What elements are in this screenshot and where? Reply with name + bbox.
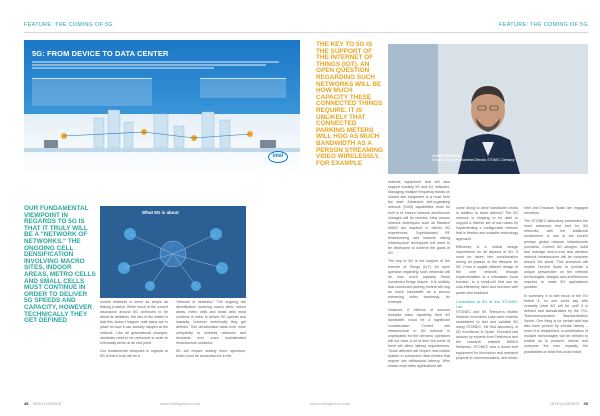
page-number: 39 bbox=[583, 401, 588, 406]
caption-title: Network Equipment Business Director, STONEC Germany bbox=[432, 158, 515, 162]
body-column-2 bbox=[456, 206, 518, 364]
diagram-graphic bbox=[100, 206, 246, 298]
paragraph: Efficiency is a critical design requirement for all aspects of 5G. It must be taken into consideration during all phases of the lifecycle for 5G. From a capital efficient design of the core network, through implementation of a virtualised cloud function, to a small-cell that can be cost-effectively sited and serviced with power and backhaul. bbox=[456, 244, 518, 295]
paragraph: However, if millions of sensors included video capability then 5G bandwidth could be a significant consideration. Current site infrastructure in 5G network is unprepared for the demand; operators will not have a lot of time but some of them will affect latency requirements. Those affected will require new mobile system in connected data centres that require low millisecond latency. Who knows what other applications will bbox=[388, 308, 450, 369]
website-link[interactable]: www.intelligentcio.com bbox=[160, 401, 201, 406]
intel-logo: intel bbox=[268, 151, 288, 163]
paragraph: The STONEC laboratory constitutes the most advanced test bed for 5G networks, with the additional involvement of one of the world's primary global network infrastructure providers. Current 5G designs, build and manage end-to-end and wireless network infrastructure will be complete around the world. This knowhow will enable Current Spain to provide a unique perspective on the network technologies, designs and architectures required to make 5G applications possible. bbox=[524, 219, 588, 290]
paragraph: mobile networks is never as simple as flicking a switch. While much of the current discussion around 5G continues to be about its definition, the fact of the matter is that this doesn't happen until plans are in place for how it can actually happen at the network. Like all generational changes, obstacles need to be overcome in order to eventually arrive at an end point. bbox=[100, 300, 168, 345]
magazine-name: INTELLIGENCE bbox=[550, 401, 580, 406]
body-column-1 bbox=[388, 180, 450, 372]
page-number: 38 bbox=[24, 401, 29, 406]
magazine-name: INTELLIGENCE bbox=[32, 401, 62, 406]
paragraph: In summary, it is with much of the G's before it, no one could say with certainty what 5G will be until it is defined and standardised by the ITU-Telecommunication Standardization Sector. One thing is for certain and has also been proven by cellular history – when it is established, a combination of multiple technologies will be needed to enable us to produce, deliver and consume the new capacity the possibilities of what this could entail. bbox=[524, 293, 588, 354]
infographic-title: 5G: FROM DEVICE TO DATA CENTER bbox=[32, 49, 169, 58]
body-column-3 bbox=[524, 206, 588, 358]
page-footer bbox=[551, 401, 588, 406]
paragraph: The key to 5G is the support of the Internet of Things (IoT). An open question regarding such networks will be how much capacity these connected things require. It is unlikely that connected parking meters will hog as much bandwidth as a person streaming video wirelessly, for example. bbox=[388, 259, 450, 305]
pull-quote: OUR FUNDAMENTAL VIEWPOINT IN REGARDS TO 5G IS THAT IT TRULY WILL BE A "NETWORK OF NETWORKS." THE ONGOING CELL DENSIFICATION INVOLVING MACRO SITES, INDOOR AREAS, METRO CELLS AND SMALL CELLS MUST CONTINUE IN ORDER TO DELIVER 5G SPEEDS AND CAPACITY, HOWEVER TECHNICALLY THEY GET DEFINED bbox=[24, 205, 96, 325]
section-label: FEATURE: THE COMING OF 5G bbox=[24, 22, 113, 28]
subheading: Committed to 5G at the STONEC Lab bbox=[456, 298, 518, 309]
footer-url bbox=[310, 401, 350, 406]
body-column-2 bbox=[176, 300, 246, 362]
paragraph: 5G will require adding more spectrum, which must be accounted for in the bbox=[176, 348, 246, 358]
paragraph: Our fundamental viewpoint in regards to 5G is that it truly will be a bbox=[100, 348, 168, 358]
website-link[interactable]: www.intelligentcio.com bbox=[310, 401, 351, 406]
section-label: FEATURE: THE COMING OF 5G bbox=[499, 22, 588, 28]
infographic bbox=[24, 40, 300, 175]
paragraph: network equipment that will also support existing 3G and 4G networks. Managing multiple frequency bands on shared site equipment is a must from the start. Advanced self-organising network (SON) capabilities must be built in to ensure network architecture changes will be needed. New access network techniques such as Massive MIMO are required to deliver 5G experiences. Sophisticated RF beamforming and network slicing infrastructure techniques will need to be developed to achieve the goals of 5G. bbox=[388, 180, 450, 256]
header-rule bbox=[300, 32, 588, 33]
paragraph: "network of networks." The ongoing cell densification involving macro sites, indoor areas, metro cells and small cells must continue in order to deliver 5G speeds and capacity, however technically they get defined. This densification adds ever more complexity to wireless networks and demands ever more sophisticated infrastructure solutions. bbox=[176, 300, 246, 345]
footer-url bbox=[160, 401, 200, 406]
infographic-illustration bbox=[24, 40, 300, 175]
what-5g-is-about-diagram bbox=[100, 206, 246, 298]
header-rule bbox=[24, 32, 300, 33]
right-page bbox=[300, 0, 600, 416]
page-footer bbox=[24, 401, 61, 406]
photo-caption bbox=[432, 154, 515, 162]
body-column-1 bbox=[100, 300, 168, 362]
caption-name: JOSEP MIRANDA bbox=[432, 154, 461, 158]
pull-quote: THE KEY TO 5G IS THE SUPPORT OF THE INTERNET OF THINGS (IOT). AN OPEN QUESTION REGARDING SUCH NETWORKS WILL BE HOW MUCH CAPACITY THESE CONNECTED THINGS REQUIRE. IT IS UNLIKELY THAT CONNECTED PARKING METERS WILL HOG AS MUCH BANDWIDTH AS A PERSON STREAMING VIDEO WIRELESSLY, FOR EXAMPLE bbox=[316, 41, 384, 167]
diagram-title: What 5G is about bbox=[142, 210, 179, 215]
paragraph: Intel and Ericsson Spain are engaged members. bbox=[524, 206, 588, 216]
paragraph: come along to drive bandwidth needs in addition to lower latency? The 5G network is shaping to be able to support a diverse set of use cases by implementing a configurable network that is flexible and scalable technology approach. bbox=[456, 206, 518, 241]
paragraph: STONEC and SK Telecom's Mobile Network Innovation Labs were recently established to test and validate 5G using STONEC, the first laboratory of 5G excellence in Spain. Founded last autumn by experts from Telefonica and the research institute IMDEA Networks, STONEC was a dozen test equipment for innovation and research projects in communications, and which bbox=[456, 309, 518, 360]
